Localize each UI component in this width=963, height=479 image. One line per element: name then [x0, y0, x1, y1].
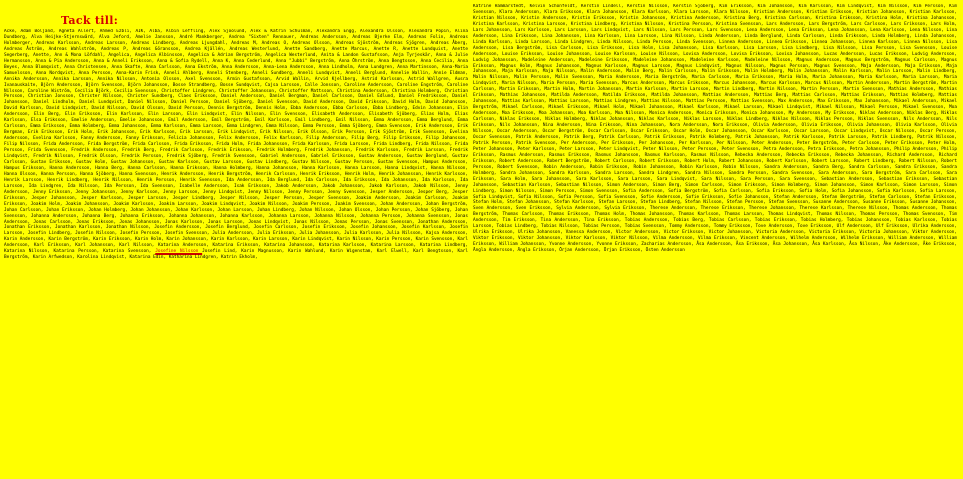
names-column-left: [4, 29, 468, 474]
names-list-right: Katrine Hammarstedt, Kelvin Schönfeldt, Kerstin Lindell, Kerstin Nilsson, Kerstin Sjöberg, Kim Eriksson, Kim Johansson, Kim Karlsson, Kim Lindqvist, Kim Nilsson, Kim Persson, Kim Svensson, Klara Andersson, Klara Eriksson, Klara Johansson, Klara Karlsson, Klara Larsson, Klara Nilsson, Kristian Andersson, Kristian Eriksson, Kristian Johansson, Kristian Karlsson, Kristian Nilsson, Kristin Andersson, Kristin Eriksson, Kristin Johansson, Kristina Andersson, Kristina Berg, Kristina Carlsson, Kristina Eriksson, Kristina Holm, Kristina Johansson, Kristina Karlsson, Kristina Larsson, Kristina Lindberg, Kristina Nilsson, Kristina Persson, Kristina Svensson, Lars Andersson, Lars Bergström, Lars Carlsson, Lars Eriksson, Lars Holm, Lars Johansson, Lars Karlsson, Lars Larsson, Lars Lindqvist, Lars Nilsson, Lars Persson, Lars Svensson, Lena Andersson, Lena Eriksson, Lena Johansson, Lena Karlsson, Lena Nilsson, Lina Andersson, Lina Eriksson, Lina Johansson, Lina Karlsson, Lina Larsson, Lina Nilsson, Linda Andersson, Linda Berglund, Linda Carlsson, Linda Eriksson, Linda Holmberg, Linda Johansson, Linda Karlsson, Linda Larsson, Linda Lindgren, Linda Nilsson, Linda Persson, Linda Svensson, Linnea Andersson, Linnea Eriksson, Linnea Johansson, Linnea Karlsson, Linnea Nilsson, Lisa Andersson, Lisa Bergström, Lisa Carlsson, Lisa Eriksson, Lisa Holm, Lisa Johansson, Lisa Karlsson, Lisa Larsson, Lisa Lindberg, Lisa Nilsson, Lisa Persson, Lisa Svensson, Louise Andersson, Louise Eriksson, Louise Johansson, Louise Karlsson, Louise Nilsson, Lovisa Andersson, Lovisa Eriksson, Lovisa Johansson, Lucas Andersson, Lucas Eriksson, Ludvig Andersson, Ludvig Johansson, Madeleine Andersson, Madeleine Eriksson, Madeleine Johansson, Madeleine Karlsson, Madeleine Nilsson, Magnus Andersson, Magnus Bergström, Magnus Carlsson, Magnus Eriksson, Magnus Holm, Magnus Johansson, Magnus Karlsson, Magnus Larsson, Magnus Lindqvist, Magnus Nilsson, Magnus Persson, Magnus Svensson, Maja Andersson, Maja Eriksson, Maja Johansson, Maja Karlsson, Maja Nilsson, Malin Andersson, Malin Berg, Malin Carlsson, Malin Eriksson, Malin Holmberg, Malin Johansson, Malin Karlsson, Malin Larsson, Malin Lindberg, Malin Nilsson, Malin Persson, Malin Svensson, Maria Andersson, Maria Bergström, Maria Carlsson, Maria Eriksson, Maria Holm, Maria Johansson, Maria Karlsson, Maria Larsson, Maria Lindqvist, Maria Nilsson, Maria Persson, Maria Svensson, Marcus Andersson, Marcus Eriksson, Marcus Johansson, Marcus Karlsson, Marcus Nilsson, Martin Andersson, Martin Bergström, Martin Carlsson, Martin Eriksson, Martin Holm, Martin Johansson, Martin Karlsson, Martin Larsson, Martin Lindberg, Martin Nilsson, Martin Persson, Martin Svensson, Mathias Andersson, Mathias Eriksson, Mathias Johansson, Matilda Andersson, Matilda Eriksson, Matilda Johansson, Mattias Andersson, Mattias Berg, Mattias Carlsson, Mattias Eriksson, Mattias Holmberg, Mattias Johansson, Mattias Karlsson, Mattias Larsson, Mattias Lindgren, Mattias Nilsson, Mattias Persson, Mattias Svensson, Max Andersson, Max Eriksson, Max Johansson, Mikael Andersson, Mikael Bergström, Mikael Carlsson, Mikael Eriksson, Mikael Holm, Mikael Johansson, Mikael Karlsson, Mikael Larsson, Mikael Lindqvist, Mikael Nilsson, Mikael Persson, Mikael Svensson, Moa Andersson, Moa Eriksson, Moa Johansson, Moa Karlsson, Moa Nilsson, Monica Andersson, Monica Eriksson, Monica Johansson, My Andersson, My Eriksson, Niklas Andersson, Niklas Berg, Niklas Carlsson, Niklas Eriksson, Niklas Holmberg, Niklas Johansson, Niklas Karlsson, Niklas Larsson, Niklas Lindberg, Niklas Nilsson, Niklas Persson, Niklas Svensson, Nils Andersson, Nils Eriksson, Nils Johansson, Nina Andersson, Nina Eriksson, Nina Johansson, Nora Andersson, Nora Eriksson, Olivia Andersson, Olivia Eriksson, Olivia Johansson, Olivia Karlsson, Olivia Nilsson, Oscar Andersson, Oscar Bergström, Oscar Carlsson, Oscar Eriksson, Oscar Holm, Oscar Johansson, Oscar Karlsson, Oscar Larsson, Oscar Lindqvist, Oscar Nilsson, Oscar Persson, Oscar Svensson, Patrik Andersson, Patrik Berg, Patrik Carlsson, Patrik Eriksson, Patrik Holmberg, Patrik Johansson, Patrik Karlsson, Patrik Larsson, Patrik Lindberg, Patrik Nilsson, Patrik Persson, Patrik Svensson, Per Andersson, Per Eriksson, Per Johansson, Per Karlsson, Per Nilsson, Peter Andersson, Peter Bergström, Peter Carlsson, Peter Eriksson, Peter Holm, Peter Johansson, Peter Karlsson, Peter Larsson, Peter Lindqvist, Peter Nilsson, Peter Persson, Peter Svensson, Petra Andersson, Petra Eriksson, Petra Johansson, Philip Andersson, Philip Eriksson, Rasmus Andersson, Rasmus Eriksson, Rasmus Johansson, Rasmus Karlsson, Rasmus Nilsson, Rebecka Andersson, Rebecka Eriksson, Rebecka Johansson, Richard Andersson, Richard Eriksson, Robert Andersson, Robert Bergström, Robert Carlsson, Robert Eriksson, Robert Holm, Robert Johansson, Robert Karlsson, Robert Larsson, Robert Lindberg, Robert Nilsson, Robert Persson, Robert Svensson, Robin Andersson, Robin Eriksson, Robin Johansson, Robin Karlsson, Robin Nilsson, Sandra Andersson, Sandra Berg, Sandra Carlsson, Sandra Eriksson, Sandra Holmberg, Sandra Johansson, Sandra Karlsson, Sandra Larsson, Sandra Lindgren, Sandra Nilsson, Sandra Persson, Sandra Svensson, Sara Andersson, Sara Bergström, Sara Carlsson, Sara Eriksson, Sara Holm, Sara Johansson, Sara Karlsson, Sara Larsson, Sara Lindqvist, Sara Nilsson, Sara Persson, Sara Svensson, Sebastian Andersson, Sebastian Eriksson, Sebastian Johansson, Sebastian Karlsson, Sebastian Nilsson, Simon Andersson, Simon Berg, Simon Carlsson, Simon Eriksson, Simon Holmberg, Simon Johansson, Simon Karlsson, Simon Larsson, Simon Lindberg, Simon Nilsson, Simon Persson, Simon Svensson, Sofia Andersson, Sofia Bergström, Sofia Carlsson, Sofia Eriksson, Sofia Holm, Sofia Johansson, Sofia Karlsson, Sofia Larsson, Sofia Lindqvist, Sofia Nilsson, Sofia Persson, Sofia Svensson, Sofie Andersson, Sofie Eriksson, Sofie Johansson, Stefan Andersson, Stefan Bergström, Stefan Carlsson, Stefan Eriksson, Stefan Holm, Stefan Johansson, Stefan Karlsson, Stefan Larsson, Stefan Lindberg, Stefan Nilsson, Stefan Persson, Stefan Svensson, Susanne Andersson, Susanne Eriksson, Susanne Johansson, Sven Andersson, Sven Eriksson, Sylvia Andersson, Sylvia Eriksson, Therese Andersson, Therese Eriksson, Therese Johansson, Therese Karlsson, Therese Nilsson, Thomas Andersson, Thomas Bergström, Thomas Carlsson, Thomas Eriksson, Thomas Holm, Thomas Johansson, Thomas Karlsson, Thomas Larsson, Thomas Lindqvist, Thomas Nilsson, Thomas Persson, Thomas Svensson, Tim Andersson, Tim Eriksson, Tina Andersson, Tina Eriksson, Tobias Andersson, Tobias Berg, Tobias Carlsson, Tobias Eriksson, Tobias Holmberg, Tobias Johansson, Tobias Karlsson, Tobias Larsson, Tobias Lindberg, Tobias Nilsson, Tobias Persson, Tobias Svensson, Tommy Andersson, Tommy Eriksson, Tove Andersson, Tove Eriksson, Ulf Andersson, Ulf Eriksson, Ulrika Andersson, Ulrika Eriksson, Ulrika Johansson, Vanessa Andersson, Victor Andersson, Victor Eriksson, Victor Johansson, Victoria Andersson, Victoria Eriksson, Victoria Johansson, Viktor Andersson, Viktor Eriksson, Viktor Johansson, Viktor Karlsson, Viktor Nilsson, Vilma Andersson, Vilma Eriksson, Vincent Andersson, Wilhelm Andersson, Wilhelm Eriksson, William Andersson, William Eriksson, William Johansson, Yvonne Andersson, Yvonne Eriksson, Zacharias Andersson, Åsa Andersson, Åsa Eriksson, Åsa Johansson, Åsa Karlsson, Åsa Nilsson, Åke Andersson, Åke Eriksson, Ängla Andersson, Ängla Eriksson, Örjan Andersson, Örjan Eriksson, Östen Andersson: [473, 4, 957, 254]
names-list-left: Acke, Adam Böljand, Agneta Allert, Ahmed Ezbli, AIK, Alba, Albin Leffling, Alex Sjöölund, Alex & Katrin Schulman, Alexandra Engg, Alexandra Olsson, Alexandra Popin, Alina Dundberg, Alva Heijke-Stjernswärd, Alva Jeford, Amelie Jansson, André Mankberger, Andrea "Sixten" Rennauer, Andreas Andersson, Andreas Bjerke Elm, Andreas Folin, Andreas Holmberger, Andreas Karlsson, Andreas Larsson, Andreas Lindberg, Andreas Ljungdahl, Andreas M, Andreas O, Andreas Olsson, Andreas Sjöström, Andreas Sjögren, Andreas Åberg, Andreas Åström, Andreas Wahlström, Andreas P, Andreas Göransson, Andrea Kjällén, Andreas Westerlund, Anette Sandberg, Anette Marcus, Anette R, Anette Lundquist, Anette Segerberg, Anette, Ann & Mona Löfdahl, Angelica, Angelica Albinsson, Angelica & Adrian Bergström, Angelica Westerlund, Anita & Landon Gustafsson, Anja Tyrjeskär, Anna & Julie Hermansson, Anna & Pia Andersson, Anna & Anneli Eriksson, Anna & Sofia Rydell, Anna K, Anna Cederlund, Anna "Jubbi" Bergström, Anna Öhrström, Anna Bengtsson, Anna Cecilia, Anna Beyes, Anna Blomqvist, Anna Christensen, Anna Skafte, Anna Carlsson, Anna Ekström, Anna Andersson, Anna-Lena Andersson, Anna Lindholm, Anna Lundgren, Anna Martinsson, Anna-Maria Samuelsson, Anna Nordqvist, Anna Persson, Anna-Karin Frisk, Anneli Ahlberg, Anneli Stenberg, Anneli Sundberg, Anneli Lundqvist, Anneli Berglund, Annelie Wallin, Annie Eldman, Annika Andersson, Annika Larsson, Annika Nilsson, Antonia Olsson, Axel Svensson, Armin Gustafsson, Arvid Wallin, Arvid Kjellberg, Astrid Karlsson, Astrid Wallgren, Ausra Ivanauskaite, Björn Andersson, Björn Svensson, Björn Johansson, Bosse Strandberg, Bosse Sundqvist, Cajsa Larsson, Calle Jonsson, Caroline Andersson, Caroline Engström, Caroline Nilsson, Caroline Wiström, Cecilia Björk, Cecilia Svensson, Christoffer Lindgren, Christoffer Johansson, Christoffer Mattsson, Christina Andersson, Christina Holmberg, Christian Persson, Christian Jonsson, Christer Nilsson, Christer Sundberg, Claes Eriksson, Daniel Andersson, Daniel Bergman, Daniel Carlsson, Daniel Edlund, Daniel Fredriksson, Daniel Johansson, Daniel Lindholm, Daniel Lundqvist, Daniel Nilsson, Daniel Persson, Daniel Sjöberg, Daniel Svensson, David Andersson, David Eriksson, David Holm, David Johansson, David Karlsson, David Lindqvist, David Nilsson, David Olsson, David Persson, Dennis Bergström, Dennis Holm, Ebba Andersson, Ebba Carlsson, Ebba Lindberg, Edvin Johansson, Elin Andersson, Elin Berg, Elin Eriksson, Elin Karlsson, Elin Larsson, Elin Lindqvist, Elin Nilsson, Elin Svensson, Elisabeth Andersson, Elisabeth Sjöberg, Elias Holm, Elias Karlsson, Elsa Eriksson, Emelie Andersson, Emelie Johansson, Emil Andersson, Emil Bergström, Emil Karlsson, Emil Lindberg, Emil Nilsson, Emma Andersson, Emma Berglund, Emma Carlsson, Emma Eriksson, Emma Holmberg, Emma Johansson, Emma Karlsson, Emma Larsson, Emma Lindgren, Emma Nilsson, Emma Persson, Emma Sjöberg, Emma Svensson, Erik Andersson, Erik Bergman, Erik Eriksson, Erik Holm, Erik Johansson, Erik Karlsson, Erik Larsson, Erik Lindqvist, Erik Nilsson, Erik Olsson, Erik Persson, Erik Sjöström, Erik Svensson, Evelina Andersson, Evelina Karlsson, Fanny Andersson, Fanny Eriksson, Felicia Johansson, Felix Andersson, Felix Karlsson, Filip Andersson, Filip Berg, Filip Eriksson, Filip Johansson, Filip Nilsson, Frida Andersson, Frida Bergström, Frida Carlsson, Frida Eriksson, Frida Holm, Frida Johansson, Frida Karlsson, Frida Larsson, Frida Lindberg, Frida Nilsson, Frida Persson, Frida Svensson, Fredrik Andersson, Fredrik Berg, Fredrik Carlsson, Fredrik Eriksson, Fredrik Holmberg, Fredrik Johansson, Fredrik Karlsson, Fredrik Larsson, Fredrik Lindqvist, Fredrik Nilsson, Fredrik Olsson, Fredrik Persson, Fredrik Sjöberg, Fredrik Svensson, Gabriel Andersson, Gabriel Eriksson, Gustav Andersson, Gustav Berglund, Gustav Carlsson, Gustav Eriksson, Gustav Holm, Gustav Johansson, Gustav Karlsson, Gustav Larsson, Gustav Lindberg, Gustav Nilsson, Gustav Persson, Gustav Svensson, Hampus Andersson, Hampus Eriksson, Hanna Andersson, Hanna Berg, Hanna Carlsson, Hanna Eriksson, Hanna Holmberg, Hanna Johansson, Hanna Karlsson, Hanna Larsson, Hanna Lindqvist, Hanna Nilsson, Hanna Olsson, Hanna Persson, Hanna Sjöberg, Hanna Svensson, Henrik Andersson, Henrik Bergström, Henrik Carlsson, Henrik Eriksson, Henrik Holm, Henrik Johansson, Henrik Karlsson, Henrik Larsson, Henrik Lindberg, Henrik Nilsson, Henrik Persson, Henrik Svensson, Ida Andersson, Ida Berglund, Ida Carlsson, Ida Eriksson, Ida Johansson, Ida Karlsson, Ida Larsson, Ida Lindgren, Ida Nilsson, Ida Persson, Ida Svensson, Isabelle Andersson, Isak Eriksson, Jakob Andersson, Jakob Johansson, Jakob Karlsson, Jakob Nilsson, Jenny Andersson, Jenny Eriksson, Jenny Johansson, Jenny Karlsson, Jenny Larsson, Jenny Lindqvist, Jenny Nilsson, Jenny Persson, Jenny Svensson, Jesper Andersson, Jesper Berg, Jesper Eriksson, Jesper Johansson, Jesper Karlsson, Jesper Larsson, Jesper Lindberg, Jesper Nilsson, Jesper Persson, Jesper Svensson, Joakim Andersson, Joakim Carlsson, Joakim Eriksson, Joakim Holm, Joakim Johansson, Joakim Karlsson, Joakim Larsson, Joakim Lindqvist, Joakim Nilsson, Joakim Persson, Joakim Svensson, Johan Andersson, Johan Bergström, Johan Carlsson, Johan Eriksson, Johan Holmberg, Johan Johansson, Johan Karlsson, Johan Larsson, Johan Lindberg, Johan Nilsson, Johan Olsson, Johan Persson, Johan Sjöberg, Johan Svensson, Johanna Andersson, Johanna Berg, Johanna Eriksson, Johanna Johansson, Johanna Karlsson, Johanna Larsson, Johanna Nilsson, Johanna Persson, Johanna Svensson, Jonas Andersson, Jonas Carlsson, Jonas Eriksson, Jonas Johansson, Jonas Karlsson, Jonas Larsson, Jonas Lindqvist, Jonas Nilsson, Jonas Persson, Jonas Svensson, Jonathan Andersson, Jonathan Eriksson, Jonathan Karlsson, Jonathan Nilsson, Josefin Andersson, Josefin Berglund, Josefin Carlsson, Josefin Eriksson, Josefin Johansson, Josefin Karlsson, Josefin Larsson, Josefin Lindberg, Josefin Nilsson, Josefin Persson, Josefin Svensson, Julia Andersson, Julia Eriksson, Julia Johansson, Julia Karlsson, Julia Nilsson, Kajsa Andersson, Karin Andersson, Karin Bergström, Karin Eriksson, Karin Holm, Karin Johansson, Karin Karlsson, Karin Larsson, Karin Lindqvist, Karin Nilsson, Karin Persson, Karin Svensson, Karl Andersson, Karl Eriksson, Karl Johansson, Karl Nilsson, Katarina Andersson, Katarina Eriksson, Katarina Johansson, Katarina Karlsson, Katarina Larsson, Katarina Lindberg, Katarina Nilsson, Katarina Persson, Katarina Svensson,: [4, 29, 468, 255]
page-title: Tack till:: [61, 14, 119, 27]
names-list-left-tail: Josefin Lind, Karin Magnusson, Karin Wahlund, Karin Wigenstam, Karl Elwell, Karl Bengtsson, Karl Bergström, Karin Arfwedson, Karolina Lindqvist, Katarina Edin, Katharina Lindgren, Katrin Ekholm,: [4, 249, 468, 261]
highlighted-name: Josefine Nilsson: [155, 249, 203, 255]
names-column-right: [473, 4, 957, 474]
